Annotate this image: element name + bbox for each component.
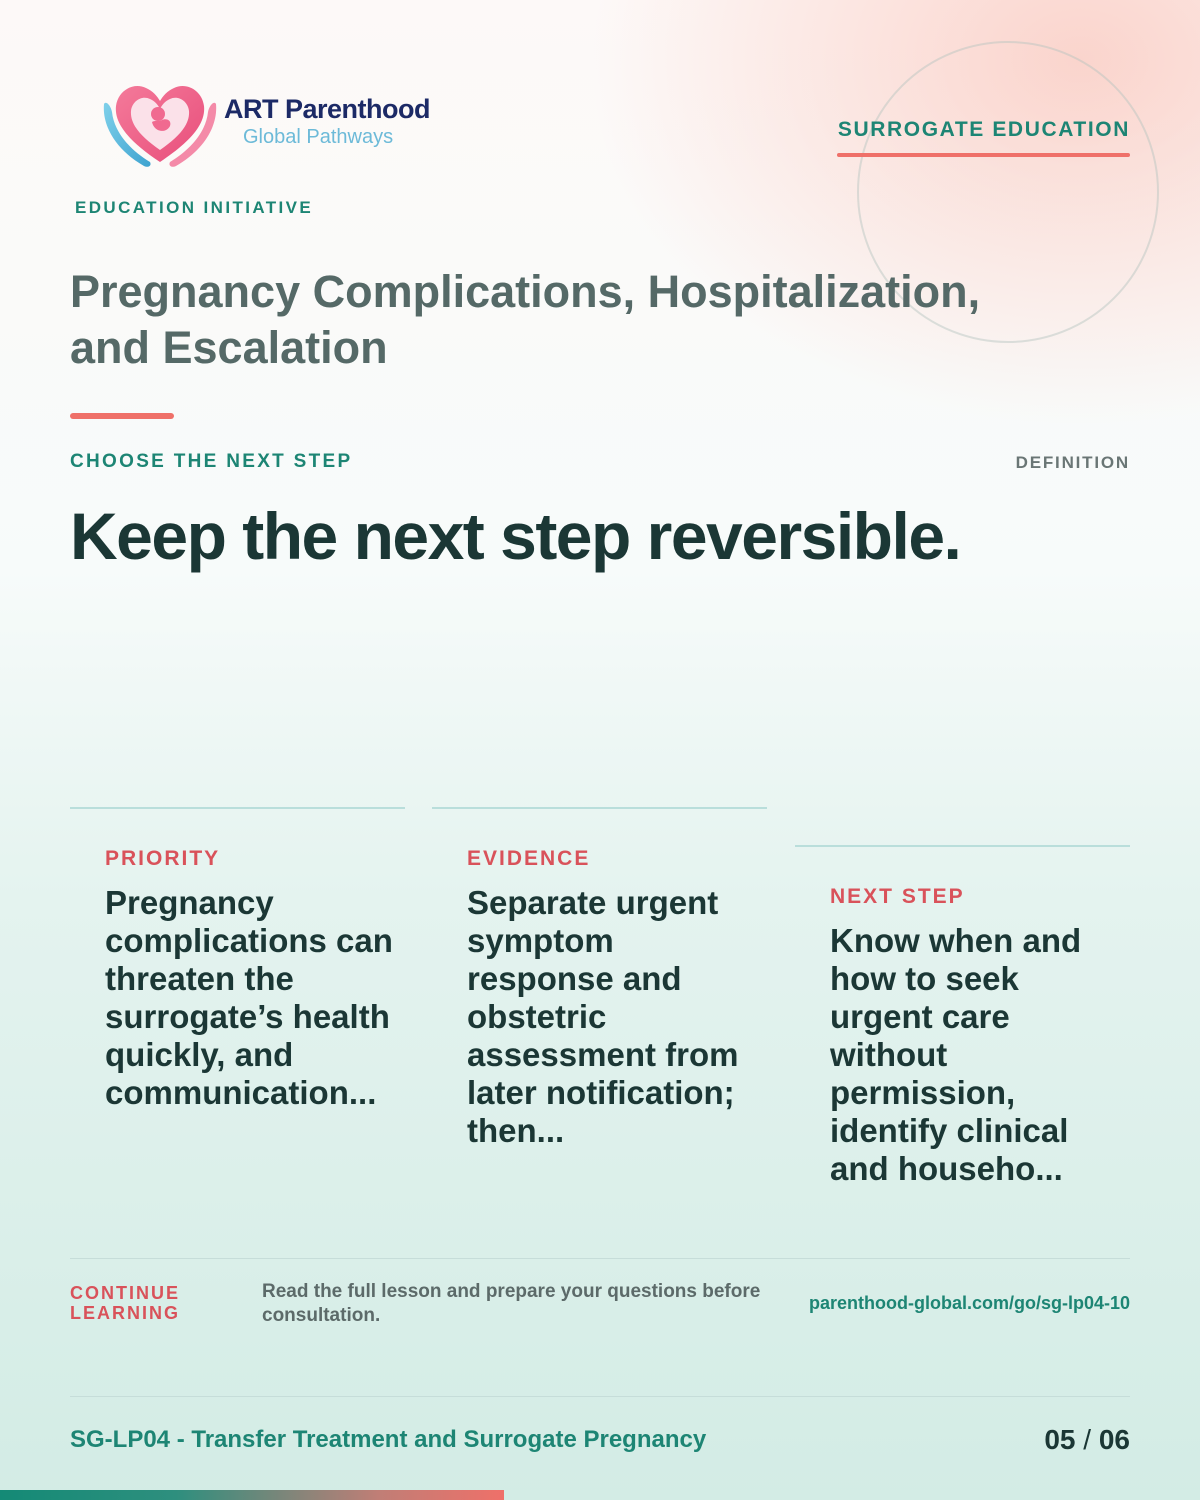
card-evidence xyxy=(432,807,767,1150)
card-body: Separate urgent symptom response and obstetric assessment from later notification; then... xyxy=(467,884,739,1149)
card-priority xyxy=(70,807,405,1112)
page-current: 05 xyxy=(1044,1424,1076,1455)
card-label: PRIORITY xyxy=(105,847,221,870)
section-underline xyxy=(837,153,1130,157)
slide-eyebrow: CHOOSE THE NEXT STEP xyxy=(70,451,353,472)
continue-learning-text: Read the full lesson and prepare your questions before consultation. xyxy=(262,1281,761,1326)
card-body: Pregnancy complications can threaten the surrogate’s health quickly, and communication... xyxy=(105,884,393,1111)
slide-headline: Keep the next step reversible. xyxy=(70,499,961,573)
page-indicator xyxy=(980,1424,1130,1456)
card-body: Know when and how to seek urgent care without permission, identify clinical and househo... xyxy=(830,922,1082,1187)
continue-learning-label: CONTINUE LEARNING xyxy=(70,1283,180,1323)
card-label: EVIDENCE xyxy=(467,847,591,870)
heart-hands-logo-icon xyxy=(100,74,220,174)
card-next-step xyxy=(795,845,1130,1188)
course-title: SG-LP04 - Transfer Treatment and Surrogate Pregnancy xyxy=(70,1426,707,1453)
lesson-link[interactable]: parenthood-global.com/go/sg-lp04-10 xyxy=(808,1293,1130,1313)
section-label: SURROGATE EDUCATION xyxy=(837,118,1130,141)
brand-subtitle: Global Pathways xyxy=(243,126,394,148)
slide-type-label: DEFINITION xyxy=(1015,453,1130,472)
education-initiative-kicker: EDUCATION INITIATIVE xyxy=(75,198,314,217)
card-label: NEXT STEP xyxy=(830,885,965,908)
progress-bar-fill xyxy=(0,1490,504,1500)
brand-name: ART Parenthood xyxy=(224,94,430,124)
divider xyxy=(70,1258,1130,1259)
divider xyxy=(70,1396,1130,1397)
title-rule xyxy=(70,413,174,419)
page-separator: / xyxy=(1083,1424,1092,1455)
page-total: 06 xyxy=(1098,1424,1130,1455)
lesson-title: Pregnancy Complications, Hospitalization, and Escalation xyxy=(70,266,981,373)
